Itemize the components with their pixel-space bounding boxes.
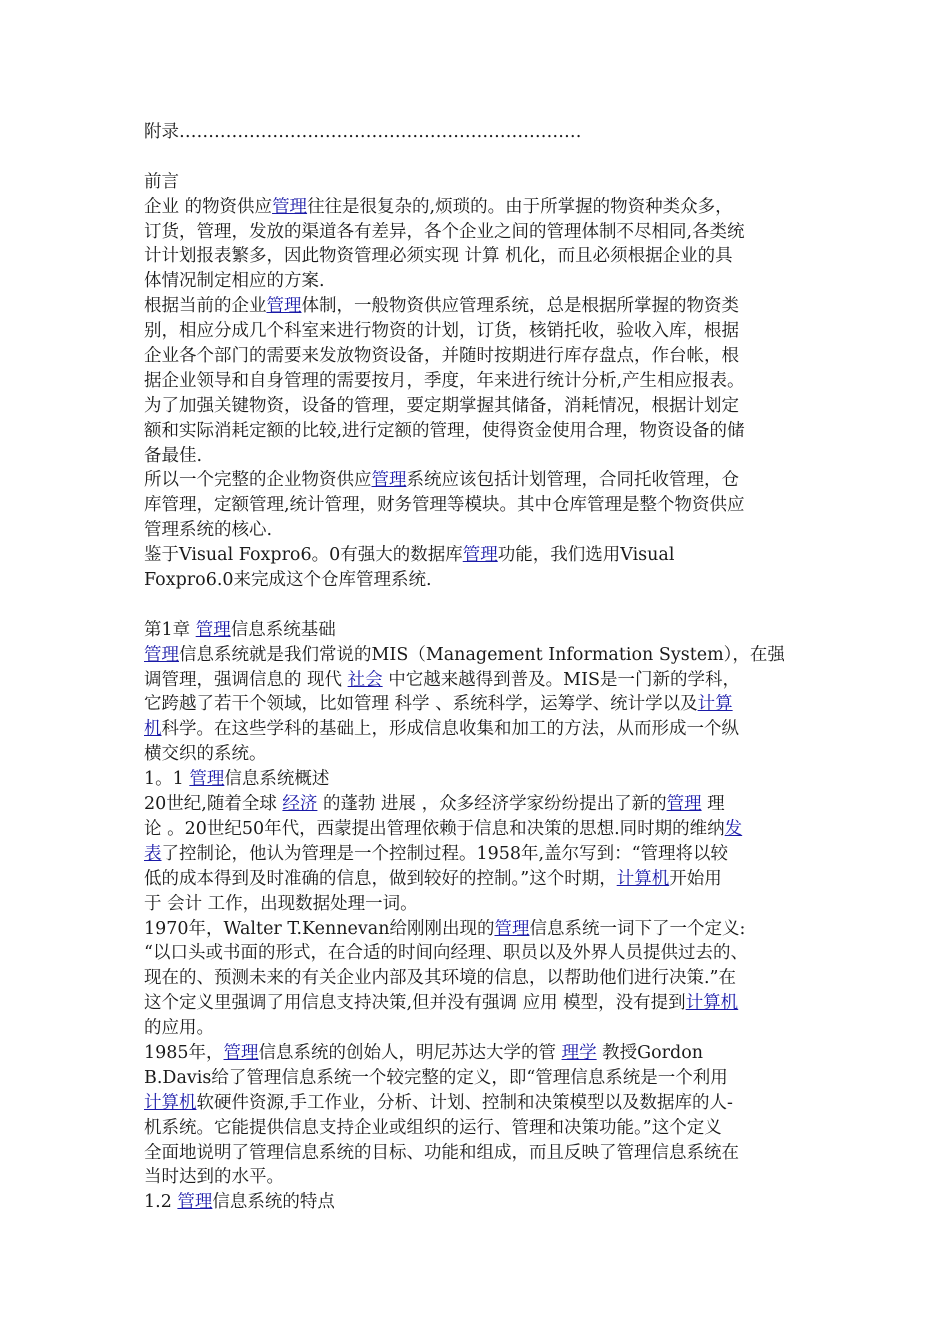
hyperlink[interactable]: 计算机 <box>685 993 739 1014</box>
text-line <box>144 1091 809 1116</box>
text-line <box>144 120 809 145</box>
text-line <box>144 941 809 966</box>
text-line <box>144 1190 809 1215</box>
text-line <box>144 742 809 767</box>
text-run: 管理系统的核心. <box>144 520 273 541</box>
text-run: 额和实际消耗定额的比较,进行定额的管理，使得资金使用合理，物资设备的储 <box>144 420 745 441</box>
text-run: 软硬件资源,手工作业，分析、计划、控制和决策模型以及数据库的人- <box>196 1092 733 1113</box>
text-run: 调管理，强调信息的 现代 <box>144 669 348 690</box>
hyperlink[interactable]: 管理 <box>144 644 179 665</box>
hyperlink[interactable]: 经济 <box>282 794 318 815</box>
text-run: 科学。在这些学科的基础上，形成信息收集和加工的方法，从而形成一个纵 <box>161 719 739 740</box>
text-run: 理 <box>701 794 725 815</box>
hyperlink[interactable]: 管理 <box>462 545 498 566</box>
text-line <box>144 917 809 942</box>
text-run: 的蓬勃 进展 ，众多经济学家纷纷提出了新的 <box>317 794 667 815</box>
text-line <box>144 394 809 419</box>
text-line <box>144 170 809 195</box>
text-run: 体情况制定相应的方案. <box>144 271 325 292</box>
text-line <box>144 767 809 792</box>
text-line <box>144 717 809 742</box>
text-run: 为了加强关键物资，设备的管理，要定期掌握其储备，消耗情况，根据计划定 <box>144 395 739 416</box>
text-line <box>144 618 809 643</box>
text-run: 据企业领导和自身管理的需要按月，季度，年来进行统计分析,产生相应报表。 <box>144 370 745 391</box>
text-line <box>144 1116 809 1141</box>
text-run: 订货，管理，发放的渠道各有差异，各个企业之间的管理体制不尽相同,各类统 <box>144 221 745 242</box>
text-run: 中它越来越得到普及。MIS是一门新的学科， <box>382 669 741 690</box>
text-run: 功能，我们选用Visual <box>497 545 675 566</box>
text-line <box>144 1141 809 1166</box>
text-run: 信息系统一词下了一个定义: <box>529 918 746 939</box>
text-run: 体制，一般物资供应管理系统，总是根据所掌握的物资类 <box>301 296 739 317</box>
text-line <box>144 444 809 469</box>
text-run: 信息系统基础 <box>230 619 336 640</box>
text-line <box>144 244 809 269</box>
text-run: 根据当前的企业 <box>144 296 267 317</box>
text-run: 前言 <box>144 171 179 192</box>
text-line <box>144 867 809 892</box>
text-run: 往往是很复杂的,烦琐的。由于所掌握的物资种类众多， <box>307 196 733 217</box>
hyperlink[interactable]: 管理 <box>177 1192 213 1213</box>
text-line <box>144 269 809 294</box>
text-run: 库管理，定额管理,统计管理，财务管理等模块。其中仓库管理是整个物资供应 <box>144 495 745 516</box>
hyperlink[interactable]: 管理 <box>494 918 530 939</box>
text-run: 1970年，Walter T.Kennevan给刚刚出现的 <box>144 918 495 939</box>
text-line <box>144 692 809 717</box>
text-run: 了控制论，他认为管理是一个控制过程。1958年,盖尔写到：“管理将以较 <box>161 843 729 864</box>
hyperlink[interactable]: 机 <box>144 719 162 740</box>
text-run: 的应用。 <box>144 1018 214 1039</box>
text-line <box>144 643 809 668</box>
text-line <box>144 468 809 493</box>
text-line <box>144 842 809 867</box>
text-run: 企业各个部门的需要来发放物资设备，并随时按期进行库存盘点，作台帐，根 <box>144 346 739 367</box>
text-run: 计计划报表繁多，因此物资管理必须实现 计算 机化，而且必须根据企业的具 <box>144 246 733 267</box>
hyperlink[interactable]: 理学 <box>561 1042 597 1063</box>
hyperlink[interactable]: 计算机 <box>616 868 670 889</box>
text-run: 全面地说明了管理信息系统的目标、功能和组成，而且反映了管理信息系统在 <box>144 1142 739 1163</box>
hyperlink[interactable]: 管理 <box>666 794 702 815</box>
hyperlink[interactable]: 表 <box>144 843 162 864</box>
text-run: 系统应该包括计划管理，合同托收管理，仓 <box>406 470 739 491</box>
text-run: 现在的、预测未来的有关企业内部及其环境的信息，以帮助他们进行决策.”在 <box>144 968 737 989</box>
text-line <box>144 294 809 319</box>
text-run: B.Davis给了管理信息系统一个较完整的定义，即“管理信息系统是一个利用 <box>144 1067 728 1088</box>
text-line <box>144 419 809 444</box>
text-run: 它跨越了若干个领域，比如管理 科学 、系统科学，运筹学、统计学以及 <box>144 694 698 715</box>
text-run: 企业 的物资供应 <box>144 196 273 217</box>
text-line <box>144 493 809 518</box>
text-run: 横交织的系统。 <box>144 744 267 765</box>
text-run: 信息系统的特点 <box>212 1192 335 1213</box>
text-line <box>144 1165 809 1190</box>
text-line <box>144 369 809 394</box>
text-line <box>144 518 809 543</box>
text-run: 于 会计 工作，出现数据处理一词。 <box>144 893 418 914</box>
text-run: 1。1 <box>144 769 190 790</box>
text-run: 这个定义里强调了用信息支持决策,但并没有强调 应用 模型，没有提到 <box>144 993 686 1014</box>
text-line <box>144 1016 809 1041</box>
text-run: 论 。20世纪50年代，西蒙提出管理依赖于信息和决策的思想.同时期的维纳 <box>144 818 725 839</box>
text-run: 20世纪,随着全球 <box>144 794 283 815</box>
hyperlink[interactable]: 计算 <box>697 694 733 715</box>
text-run: 低的成本得到及时准确的信息，做到较好的控制。”这个时期， <box>144 868 617 889</box>
document-page <box>144 120 809 1215</box>
text-line <box>144 344 809 369</box>
text-run: 附录…………………………………………………………… <box>144 122 582 142</box>
text-run: 所以一个完整的企业物资供应 <box>144 470 372 491</box>
hyperlink[interactable]: 管理 <box>266 296 302 317</box>
text-line <box>144 568 809 593</box>
hyperlink[interactable]: 管理 <box>195 619 231 640</box>
text-line <box>144 817 809 842</box>
text-line <box>144 1066 809 1091</box>
text-run: Foxpro6.0来完成这个仓库管理系统. <box>144 570 432 591</box>
text-line <box>144 892 809 917</box>
text-line <box>144 668 809 693</box>
text-line <box>144 220 809 245</box>
text-line <box>144 792 809 817</box>
hyperlink[interactable]: 管理 <box>371 470 407 491</box>
hyperlink[interactable]: 计算机 <box>144 1092 197 1113</box>
text-run: 信息系统就是我们常说的MIS（Management Information System），在强 <box>179 644 785 665</box>
hyperlink[interactable]: 社会 <box>347 669 383 690</box>
blank-line <box>144 593 809 618</box>
text-run: 备最佳. <box>144 445 203 466</box>
text-run: 1985年， <box>144 1042 224 1063</box>
text-line <box>144 1041 809 1066</box>
blank-line <box>144 145 809 170</box>
text-line <box>144 319 809 344</box>
text-run: 别，相应分成几个科室来进行物资的计划，订货，核销托收，验收入库，根据 <box>144 321 739 342</box>
text-line <box>144 195 809 220</box>
text-run: 第1章 <box>144 619 196 640</box>
text-run: 鉴于Visual Foxpro6。0有强大的数据库 <box>144 545 463 566</box>
text-run: 教授Gordon <box>596 1042 704 1063</box>
text-run: 当时达到的水平。 <box>144 1167 284 1188</box>
hyperlink[interactable]: 管理 <box>189 769 225 790</box>
text-run: 信息系统的创始人，明尼苏达大学的管 <box>258 1042 562 1063</box>
text-line <box>144 991 809 1016</box>
text-run: 信息系统概述 <box>224 769 330 790</box>
text-run: 机系统。它能提供信息支持企业或组织的运行、管理和决策功能。”这个定义 <box>144 1117 722 1138</box>
text-run: 开始用 <box>669 868 722 889</box>
hyperlink[interactable]: 发 <box>724 818 743 839</box>
text-line <box>144 966 809 991</box>
text-line <box>144 543 809 568</box>
text-run: “以口头或书面的形式，在合适的时间向经理、职员以及外界人员提供过去的、 <box>144 943 748 964</box>
hyperlink[interactable]: 管理 <box>223 1042 259 1063</box>
text-run: 1.2 <box>144 1192 178 1213</box>
hyperlink[interactable]: 管理 <box>272 196 308 217</box>
